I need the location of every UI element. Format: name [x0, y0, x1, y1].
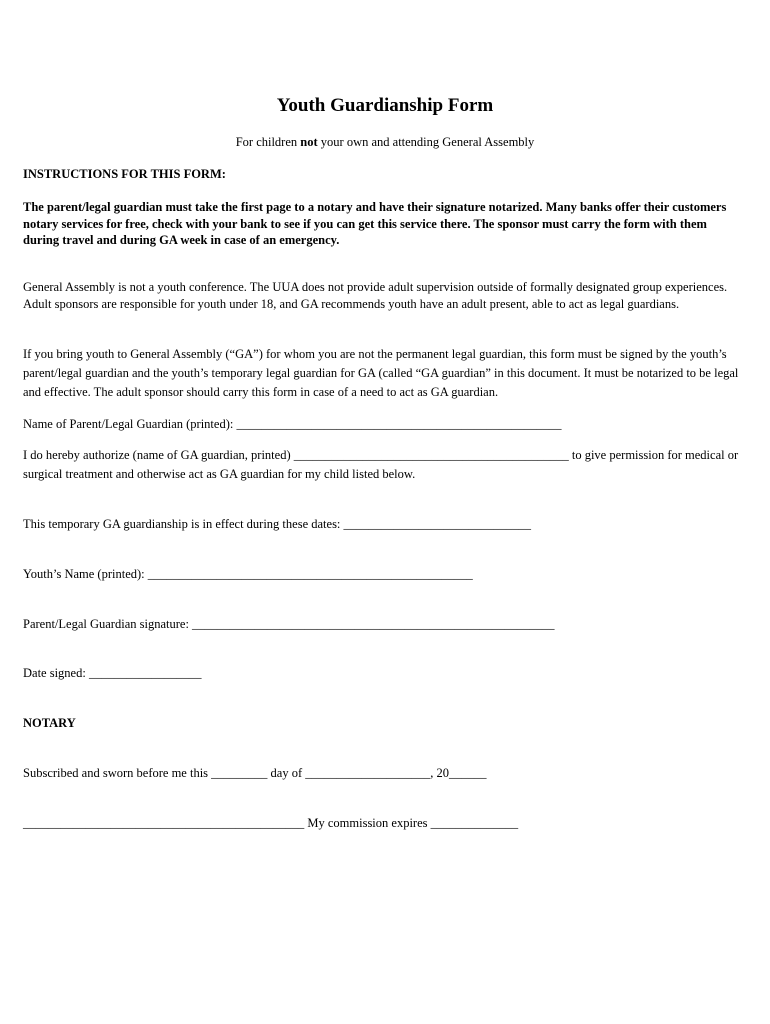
intro-paragraph: General Assembly is not a youth conference. The UUA does not provide adult supervision outside of formally designated group experiences. Adult sponsors are responsible for youth under 18, and GA recommends youth have an adult present, able to act as legal guardians.	[23, 280, 728, 311]
subtitle-text-end: your own and attending General Assembly	[317, 135, 535, 149]
subtitle-emphasis: not	[300, 135, 318, 149]
signature-field: Parent/Legal Guardian signature: __________________________________________________________	[23, 617, 555, 631]
notary-commission-line: _____________________________________________ My commission expires ______________	[23, 816, 519, 830]
parent-name-field: Name of Parent/Legal Guardian (printed): ____________________________________________________	[23, 417, 562, 431]
instructions-heading: INSTRUCTIONS FOR THIS FORM:	[23, 167, 226, 181]
page-title: Youth Guardianship Form	[276, 95, 494, 116]
instructions-text: The parent/legal guardian must take the first page to a notary and have their signature notarized. Many banks offer their customers notary services for free, check with your bank to see if you can get this service there. The sponsor must carry the form with them during travel and during GA week in case of an emergency.	[23, 200, 727, 247]
requirement-paragraph: If you bring youth to General Assembly (“GA”) for whom you are not the permanent legal guardian, this form must be signed by the youth’s parent/legal guardian and the youth’s temporary legal guardian for GA (called “GA guardian” in this document. It must be notarized to be legal and effective. The adult sponsor should carry this form in case of a need to act as GA guardian.	[23, 347, 739, 399]
authorize-field: I do hereby authorize (name of GA guardian, printed) ____________________________________________ to give permission for medical or surgical treatment and otherwise act as GA guardian for my child listed below.	[23, 448, 739, 481]
subtitle-text-start: For children	[235, 135, 301, 149]
notary-heading: NOTARY	[23, 716, 76, 730]
date-signed-field: Date signed: __________________	[23, 666, 202, 680]
page-subtitle	[0, 134, 770, 151]
notary-sworn-line: Subscribed and sworn before me this _________ day of ____________________, 20______	[23, 766, 487, 780]
youth-name-field: Youth’s Name (printed): ____________________________________________________	[23, 567, 473, 581]
dates-field: This temporary GA guardianship is in effect during these dates: ______________________________	[23, 517, 532, 531]
